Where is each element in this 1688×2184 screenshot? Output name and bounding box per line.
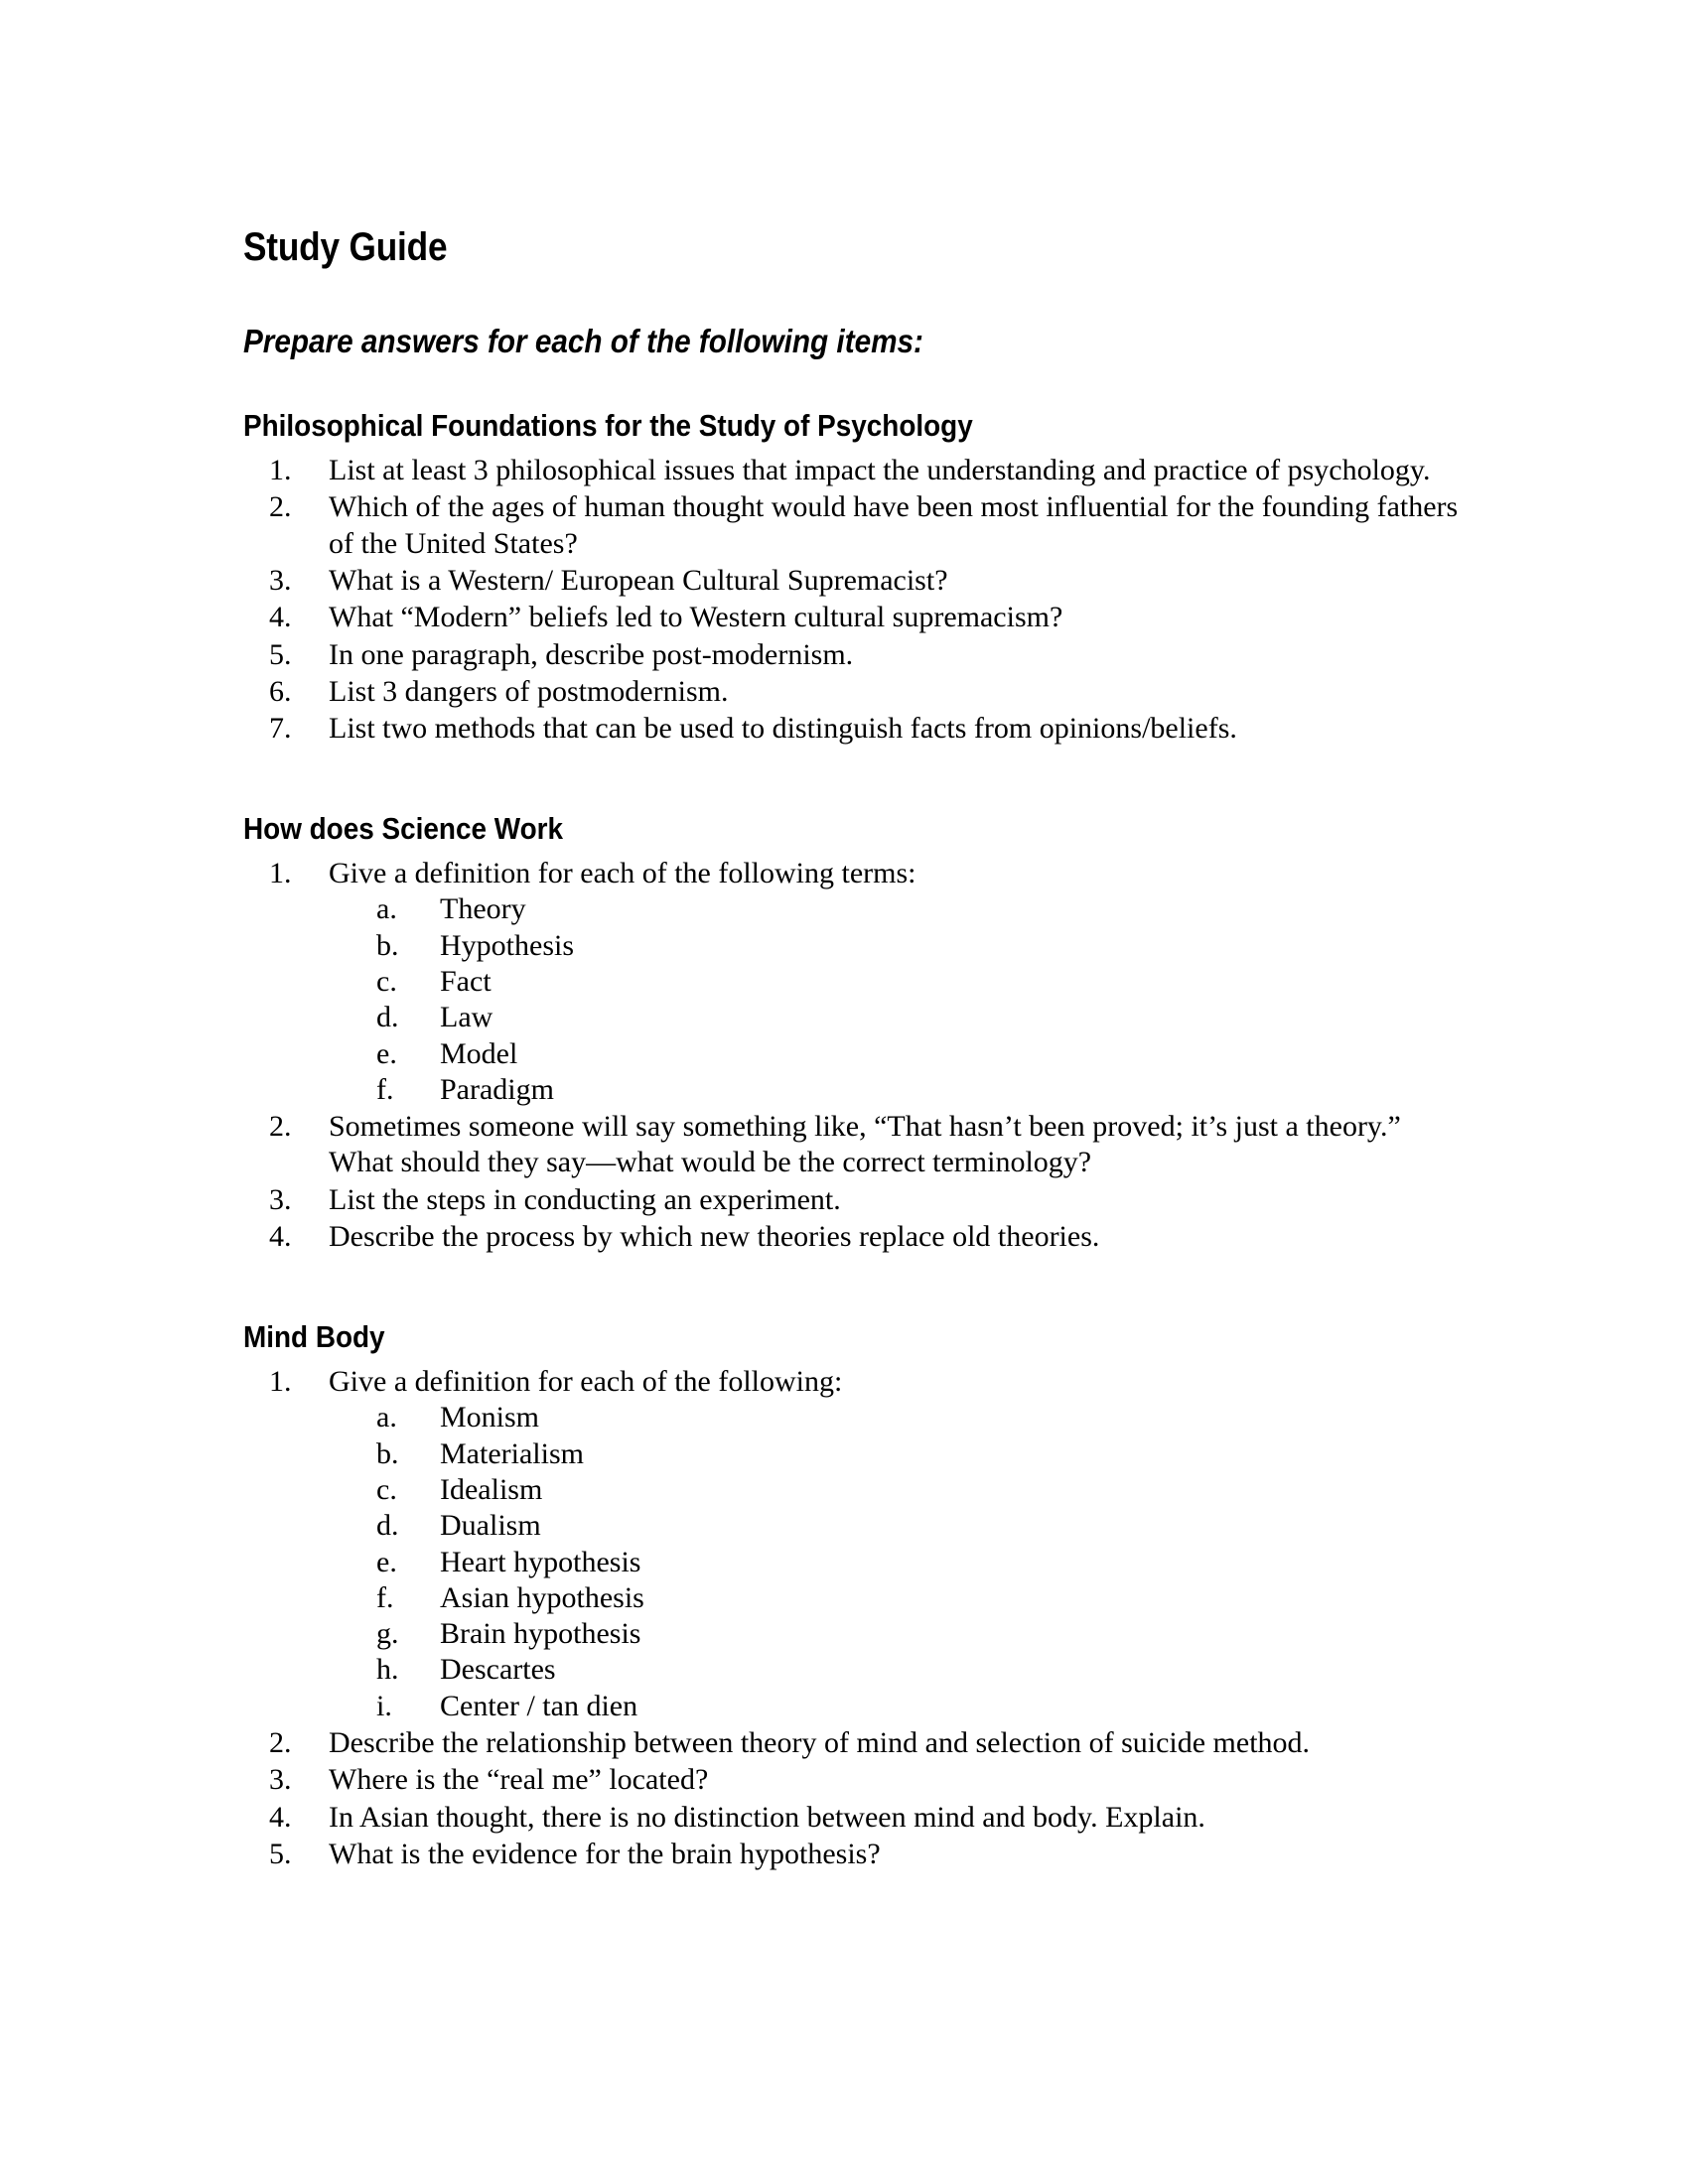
sublist-item xyxy=(354,1072,1465,1108)
section-heading: Philosophical Foundations for the Study of Psychology xyxy=(243,408,973,444)
list-item-marker: 4. xyxy=(269,1220,292,1254)
sublist-item-text: Center / tan dien xyxy=(440,1689,638,1722)
sublist-item xyxy=(354,964,1465,1000)
list-item-text: Give a definition for each of the following terms: xyxy=(329,857,916,890)
sublist-item-text: Model xyxy=(440,1036,518,1070)
list-item xyxy=(243,563,1465,599)
list-item-text: List 3 dangers of postmodernism. xyxy=(329,674,729,708)
list-item-text: Give a definition for each of the following: xyxy=(329,1365,843,1399)
sublist-item xyxy=(354,1689,1465,1724)
list-item-marker: 4. xyxy=(269,601,292,634)
list-item-marker: 1. xyxy=(269,1365,292,1399)
list-item xyxy=(243,1182,1465,1218)
list-item-text: List the steps in conducting an experiment. xyxy=(329,1182,841,1216)
sublist-item-text: Monism xyxy=(440,1401,540,1434)
list-item xyxy=(243,1219,1465,1255)
sublist-item-text: Heart hypothesis xyxy=(440,1545,641,1578)
list-item-marker: 1. xyxy=(269,454,292,487)
sublist-item-marker: i. xyxy=(376,1689,392,1722)
sublist-item-text: Descartes xyxy=(440,1653,556,1687)
list-item xyxy=(243,489,1465,562)
sublist-item-text: Law xyxy=(440,1001,493,1034)
list-item-text: Describe the process by which new theories replace old theories. xyxy=(329,1220,1100,1254)
list-item-text: What is a Western/ European Cultural Supremacist? xyxy=(329,563,948,597)
sublist-item-text: Dualism xyxy=(440,1509,541,1543)
numbered-list xyxy=(243,1364,1465,1872)
sublist-item-text: Fact xyxy=(440,965,492,998)
list-item-text: What “Modern” beliefs led to Western cultural supremacism? xyxy=(329,601,1063,634)
sublist-wrapper xyxy=(354,891,1465,1108)
list-item xyxy=(243,674,1465,710)
page-title: Study Guide xyxy=(243,225,448,269)
sublist-item xyxy=(354,891,1465,927)
sublist-item xyxy=(354,1616,1465,1652)
list-item xyxy=(243,1800,1465,1836)
sublist-item-text: Theory xyxy=(440,892,526,926)
sublist-item-marker: c. xyxy=(376,1472,397,1506)
sublist-item xyxy=(354,1036,1465,1072)
lettered-sublist xyxy=(354,1400,1465,1724)
list-item-marker: 2. xyxy=(269,490,292,524)
sublist-item-marker: a. xyxy=(376,1401,397,1434)
document-section xyxy=(243,1320,1465,1872)
list-item xyxy=(243,711,1465,747)
list-item xyxy=(243,453,1465,488)
numbered-list xyxy=(243,453,1465,747)
list-item-text: List at least 3 philosophical issues that impact the understanding and practice of psychology. xyxy=(329,454,1431,487)
list-item xyxy=(243,1725,1465,1761)
sublist-item-text: Asian hypothesis xyxy=(440,1580,644,1614)
list-item-marker: 5. xyxy=(269,637,292,671)
list-item-marker: 3. xyxy=(269,1182,292,1216)
document-section xyxy=(243,409,1465,747)
list-item-marker: 6. xyxy=(269,674,292,708)
lettered-sublist xyxy=(354,891,1465,1108)
list-item-marker: 4. xyxy=(269,1800,292,1834)
list-item-text: Which of the ages of human thought would have been most influential for the founding fathers of the United States? xyxy=(329,490,1459,560)
sublist-item xyxy=(354,1652,1465,1688)
list-item-marker: 7. xyxy=(269,712,292,746)
sublist-item-marker: f. xyxy=(376,1580,394,1614)
sublist-item-marker: d. xyxy=(376,1509,399,1543)
list-item-text: Sometimes someone will say something like, “That hasn’t been proved; it’s just a theory.” What should they say—what would be the correct terminology? xyxy=(329,1110,1401,1179)
section-heading: How does Science Work xyxy=(243,811,563,847)
list-item xyxy=(243,856,1465,1108)
list-item xyxy=(243,600,1465,635)
sublist-item xyxy=(354,1400,1465,1435)
list-item-text: In Asian thought, there is no distinction between mind and body. Explain. xyxy=(329,1800,1205,1834)
sublist-item-marker: c. xyxy=(376,965,397,998)
list-item-marker: 3. xyxy=(269,563,292,597)
list-item-marker: 2. xyxy=(269,1110,292,1144)
document-subtitle: Prepare answers for each of the following items: xyxy=(243,323,923,359)
sublist-item-marker: b. xyxy=(376,928,399,962)
section-heading: Mind Body xyxy=(243,1319,385,1355)
sublist-item-marker: e. xyxy=(376,1036,397,1070)
list-item xyxy=(243,1762,1465,1798)
list-item-marker: 3. xyxy=(269,1763,292,1797)
sublist-item-text: Materialism xyxy=(440,1436,584,1470)
list-item-marker: 1. xyxy=(269,857,292,890)
sublist-item xyxy=(354,928,1465,964)
sublist-item-marker: h. xyxy=(376,1653,399,1687)
sublist-item-marker: g. xyxy=(376,1617,399,1651)
sublist-item xyxy=(354,1000,1465,1035)
sublist-item-text: Paradigm xyxy=(440,1072,554,1106)
sublist-item xyxy=(354,1580,1465,1616)
sublist-wrapper xyxy=(354,1400,1465,1724)
sublist-item-marker: a. xyxy=(376,892,397,926)
list-item xyxy=(243,1364,1465,1724)
sublist-item xyxy=(354,1545,1465,1580)
list-item-text: Where is the “real me” located? xyxy=(329,1763,709,1797)
list-item-text: What is the evidence for the brain hypothesis? xyxy=(329,1837,881,1870)
sublist-item-marker: f. xyxy=(376,1072,394,1106)
sections-container xyxy=(243,409,1465,1872)
sublist-item-text: Hypothesis xyxy=(440,928,574,962)
list-item-text: Describe the relationship between theory of mind and selection of suicide method. xyxy=(329,1726,1311,1760)
sublist-item xyxy=(354,1508,1465,1544)
sublist-item xyxy=(354,1472,1465,1508)
list-item-marker: 2. xyxy=(269,1726,292,1760)
list-item xyxy=(243,1837,1465,1872)
list-item-marker: 5. xyxy=(269,1837,292,1870)
list-item xyxy=(243,637,1465,673)
numbered-list xyxy=(243,856,1465,1255)
sublist-item-text: Brain hypothesis xyxy=(440,1617,641,1651)
sublist-item-marker: e. xyxy=(376,1545,397,1578)
sublist-item xyxy=(354,1436,1465,1472)
document-body xyxy=(243,226,1465,1872)
document-section xyxy=(243,812,1465,1255)
list-item-text: List two methods that can be used to distinguish facts from opinions/beliefs. xyxy=(329,712,1237,746)
sublist-item-marker: d. xyxy=(376,1001,399,1034)
sublist-item-marker: b. xyxy=(376,1436,399,1470)
list-item-text: In one paragraph, describe post-modernism. xyxy=(329,637,854,671)
list-item xyxy=(243,1109,1465,1181)
sublist-item-text: Idealism xyxy=(440,1472,543,1506)
